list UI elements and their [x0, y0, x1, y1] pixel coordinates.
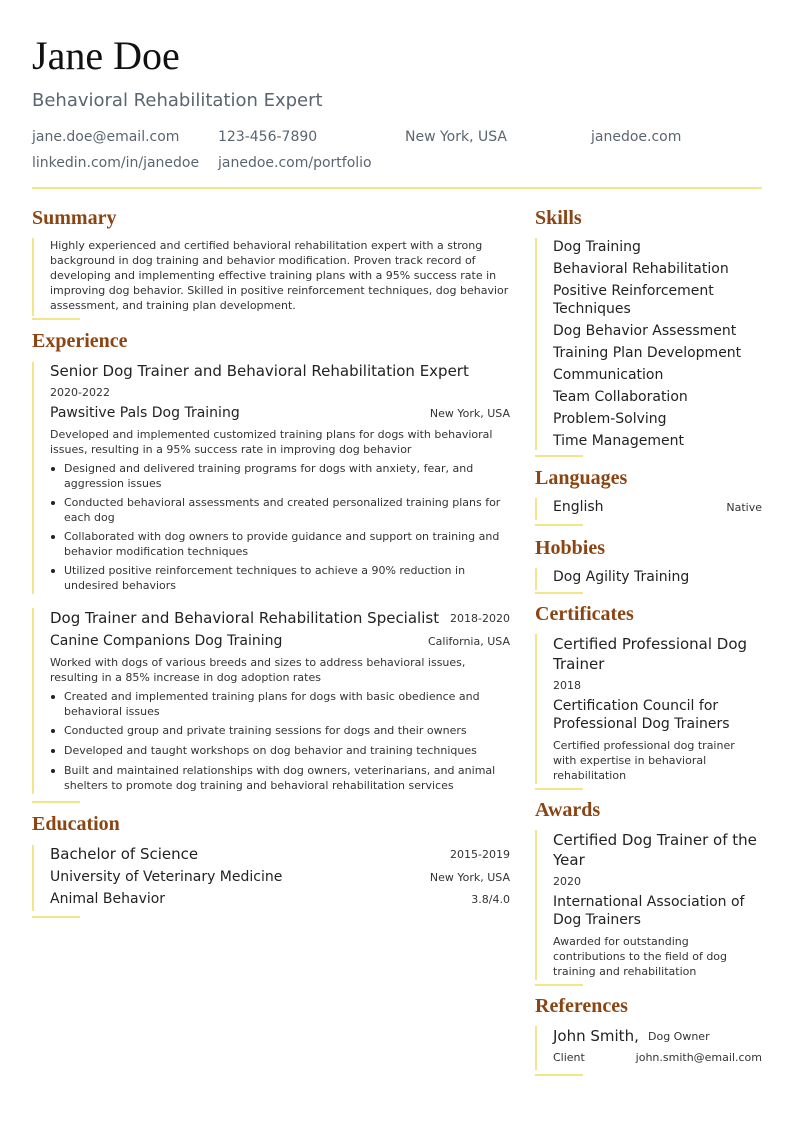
skill-item: Training Plan Development — [553, 345, 742, 361]
job2-accent-bar — [32, 608, 34, 794]
candidate-name: Jane Doe — [32, 33, 180, 78]
references-heading: References — [535, 995, 628, 1017]
hobbies-underline — [535, 592, 583, 594]
job1-dates: 2020-2022 — [50, 386, 110, 399]
skill-item: Team Collaboration — [553, 389, 688, 405]
hobbies-heading: Hobbies — [535, 537, 606, 559]
contact-linkedin[interactable]: linkedin.com/in/janedoe — [32, 155, 200, 171]
reference-role: Dog Owner — [648, 1030, 710, 1043]
bullet-dot — [51, 569, 55, 573]
job1-description: Developed and implemented customized training plans for dogs with behavioral issues, resulting in a 95% success rate in improving dog behavior — [50, 428, 493, 456]
job1-accent-bar — [32, 362, 34, 594]
candidate-title: Behavioral Rehabilitation Expert — [32, 90, 323, 111]
references-accent-bar — [535, 1026, 537, 1070]
hobbies-accent-bar — [535, 568, 537, 590]
job2-location: California, USA — [428, 635, 510, 648]
experience-underline — [32, 801, 80, 803]
certificate-year: 2018 — [553, 679, 581, 692]
skill-item: Problem-Solving — [553, 411, 667, 427]
certificate-issuer: Certification Council for Professional Dog Trainers — [553, 698, 730, 732]
job2-description: Worked with dogs of various breeds and sizes to address behavioral issues, resulting in a 85% increase in dog adoption rates — [50, 656, 466, 684]
certificate-description: Certified professional dog trainer with expertise in behavioral rehabilitation — [553, 739, 735, 782]
award-issuer: International Association of Dog Trainers — [553, 894, 745, 928]
skills-accent-bar — [535, 238, 537, 450]
experience-heading: Experience — [32, 330, 128, 352]
skill-item: Behavioral Rehabilitation — [553, 261, 729, 277]
education-school: University of Veterinary Medicine — [50, 869, 283, 885]
job1-bullet: Utilized positive reinforcement techniques to achieve a 90% reduction in undesired behaviors — [64, 564, 466, 592]
education-field: Animal Behavior — [50, 891, 166, 907]
languages-underline — [535, 524, 583, 526]
skills-underline — [535, 455, 583, 457]
awards-heading: Awards — [535, 799, 601, 821]
job1-bullet: Designed and delivered training programs for dogs with anxiety, fear, and aggression issues — [64, 462, 474, 490]
contact-email[interactable]: jane.doe@email.com — [32, 129, 180, 145]
certificates-underline — [535, 788, 583, 790]
contact-website[interactable]: janedoe.com — [591, 129, 682, 145]
education-degree: Bachelor of Science — [50, 845, 199, 863]
job2-bullet: Developed and taught workshops on dog behavior and training techniques — [64, 744, 477, 757]
job2-bullet: Created and implemented training plans for dogs with basic obedience and behavioral issues — [64, 690, 480, 718]
languages-heading: Languages — [535, 467, 628, 489]
skill-item: Positive Reinforcement Techniques — [553, 283, 714, 317]
contact-phone[interactable]: 123-456-7890 — [218, 129, 318, 145]
language-name: English — [553, 499, 604, 515]
job1-bullet: Conducted behavioral assessments and created personalized training plans for each dog — [64, 496, 501, 524]
award-title: Certified Dog Trainer of the Year — [553, 831, 757, 869]
bullet-dot — [51, 749, 55, 753]
job2-dates: 2018-2020 — [450, 612, 510, 625]
job2-title: Dog Trainer and Behavioral Rehabilitation Specialist — [50, 609, 440, 627]
reference-email[interactable]: john.smith@email.com — [635, 1051, 762, 1064]
education-underline — [32, 916, 80, 918]
language-level: Native — [726, 501, 762, 514]
summary-heading: Summary — [32, 207, 117, 229]
contact-portfolio[interactable]: janedoe.com/portfolio — [218, 155, 372, 171]
education-dates: 2015-2019 — [450, 848, 510, 861]
bullet-dot — [51, 729, 55, 733]
header-divider — [32, 187, 762, 189]
certificate-title: Certified Professional Dog Trainer — [553, 635, 748, 673]
skill-item: Dog Training — [553, 239, 641, 255]
job2-bullet: Conducted group and private training sessions for dogs and their owners — [64, 724, 467, 737]
contact-location: New York, USA — [405, 129, 507, 145]
awards-accent-bar — [535, 830, 537, 980]
languages-accent-bar — [535, 498, 537, 520]
skill-item: Dog Behavior Assessment — [553, 323, 737, 339]
bullet-dot — [51, 467, 55, 471]
awards-underline — [535, 984, 583, 986]
summary-underline — [32, 318, 80, 320]
award-year: 2020 — [553, 875, 581, 888]
references-underline — [535, 1074, 583, 1076]
certificates-heading: Certificates — [535, 603, 634, 625]
certificates-accent-bar — [535, 634, 537, 784]
education-accent-bar — [32, 845, 34, 911]
hobby-item: Dog Agility Training — [553, 569, 690, 585]
job1-location: New York, USA — [429, 407, 510, 420]
skill-item: Communication — [553, 367, 664, 383]
bullet-dot — [51, 695, 55, 699]
job1-title: Senior Dog Trainer and Behavioral Rehabilitation Expert — [50, 362, 469, 380]
bullet-dot — [51, 769, 55, 773]
skill-item: Time Management — [553, 433, 684, 449]
bullet-dot — [51, 535, 55, 539]
reference-name: John Smith, — [553, 1027, 639, 1045]
summary-accent-bar — [32, 238, 34, 316]
job1-company: Pawsitive Pals Dog Training — [50, 405, 240, 421]
job1-bullet: Collaborated with dog owners to provide guidance and support on training and behavior modification techniques — [64, 530, 500, 558]
skills-heading: Skills — [535, 207, 582, 229]
education-gpa: 3.8/4.0 — [471, 893, 510, 906]
summary-text: Highly experienced and certified behavioral rehabilitation expert with a strong background in dog training and behavior modification. Proven track record of developing and implementing effective training plans with a 95% success rate in improving dog behavior. Skilled in positive reinforcement techniques, dog behavior assessment, and training plan development. — [50, 239, 509, 312]
job2-bullet: Built and maintained relationships with dog owners, veterinarians, and animal shelters to promote dog training and behavioral rehabilitation services — [64, 764, 496, 792]
reference-relation: Client — [553, 1051, 585, 1064]
job2-company: Canine Companions Dog Training — [50, 633, 283, 649]
bullet-dot — [51, 501, 55, 505]
education-location: New York, USA — [429, 871, 510, 884]
award-description: Awarded for outstanding contributions to the field of dog training and rehabilitation — [553, 935, 728, 978]
education-heading: Education — [32, 813, 120, 835]
